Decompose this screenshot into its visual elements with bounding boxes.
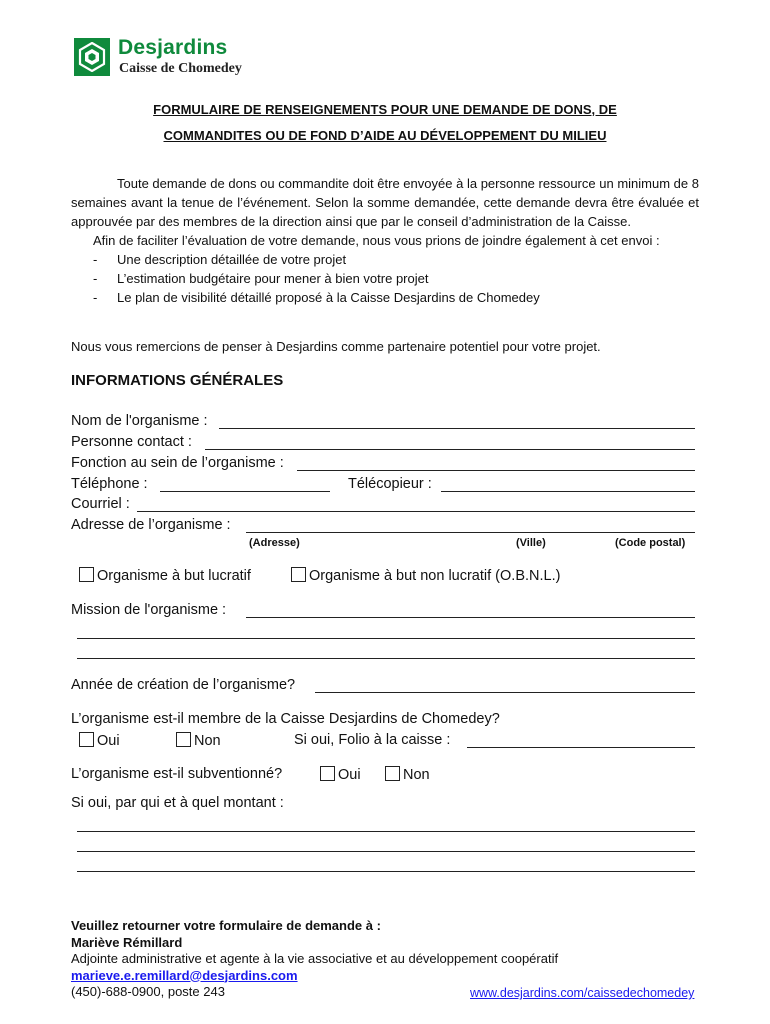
folio-field[interactable] [467,747,695,748]
section-title: INFORMATIONS GÉNÉRALES [71,372,284,389]
phone-field[interactable] [160,491,330,492]
nonprofit-checkbox[interactable] [291,567,306,582]
function-label: Fonction au sein de l’organisme : [71,455,284,471]
subsidized-yes-option[interactable] [320,766,361,783]
folio-label: Si oui, Folio à la caisse : [294,732,451,748]
return-instruction: Veuillez retourner votre formulaire de demande à : [71,918,381,933]
mission-field-line-3[interactable] [77,658,695,659]
no-label: Non [194,733,221,749]
yes-label: Oui [338,767,361,783]
fax-label: Télécopieur : [348,476,432,492]
address-field[interactable] [246,532,695,533]
contact-role: Adjointe administrative et agente à la vie associative et au développement coopératif [71,951,559,966]
mission-field-line-2[interactable] [77,638,695,639]
subsidized-no-option[interactable] [385,766,430,783]
function-field[interactable] [297,470,695,471]
intro-text [71,174,699,307]
org-name-label: Nom de l'organisme : [71,413,208,429]
desjardins-hexagon-icon [74,38,110,76]
form-title-line-1: FORMULAIRE DE RENSEIGNEMENTS POUR UNE DEMANDE DE DONS, DE [153,102,617,117]
profit-label: Organisme à but lucratif [97,568,251,584]
list-item: - L’estimation budgétaire pour mener à bien votre projet [71,269,699,288]
profit-checkbox[interactable] [79,567,94,582]
by-whom-field-line-2[interactable] [77,851,695,852]
member-yes-option[interactable] [79,732,120,749]
fax-field[interactable] [441,491,695,492]
requirements-list [71,250,699,307]
contact-phone: (450)-688-0900, poste 243 [71,984,225,999]
by-whom-label: Si oui, par qui et à quel montant : [71,795,284,811]
subsidized-question: L’organisme est-il subventionné? [71,766,283,782]
form-title-line-2: COMMANDITES OU DE FOND D’AIDE AU DÉVELOPPEMENT DU MILIEU [163,128,607,143]
address-label: Adresse de l’organisme : [71,517,231,533]
no-label: Non [403,767,430,783]
logo-subtitle: Caisse de Chomedey [119,61,242,76]
org-name-field[interactable] [219,428,695,429]
postal-sublabel: (Code postal) [615,537,686,549]
intro-paragraph-1: Toute demande de dons ou commandite doit être envoyée à la personne ressource un minimum de 8 semaines avant la tenue de l’événement. Selon la somme demandée, cette demande devra être évaluée et approuvée par des membres de la direction ainsi que par le conseil d’administration de la Caisse. [71,176,699,229]
city-sublabel: (Ville) [516,537,546,549]
phone-label: Téléphone : [71,476,148,492]
subsidized-yes-checkbox[interactable] [320,766,335,781]
year-label: Année de création de l’organisme? [71,677,296,693]
list-item: - Une description détaillée de votre projet [71,250,699,269]
member-no-option[interactable] [176,732,221,749]
member-question: L’organisme est-il membre de la Caisse Desjardins de Chomedey? [71,711,500,727]
thanks-text: Nous vous remercions de penser à Desjardins comme partenaire potentiel pour votre projet. [71,339,601,354]
profit-option[interactable] [79,567,251,584]
list-item: - Le plan de visibilité détaillé proposé à la Caisse Desjardins de Chomedey [71,288,699,307]
address-sublabel: (Adresse) [249,537,300,549]
nonprofit-label: Organisme à but non lucratif (O.B.N.L.) [309,568,561,584]
intro-paragraph-2: Afin de faciliter l’évaluation de votre demande, nous vous prions de joindre également à cet envoi : [93,233,660,248]
mission-label: Mission de l'organisme : [71,602,227,618]
email-field[interactable] [137,511,695,512]
desjardins-logo [74,38,274,82]
mission-field-line-1[interactable] [246,617,695,618]
by-whom-field-line-1[interactable] [77,831,695,832]
email-label: Courriel : [71,496,130,512]
subsidized-no-checkbox[interactable] [385,766,400,781]
yes-label: Oui [97,733,120,749]
nonprofit-option[interactable] [291,567,560,584]
contact-label: Personne contact : [71,434,192,450]
website-link[interactable]: www.desjardins.com/caissedechomedey [470,986,695,1000]
member-yes-checkbox[interactable] [79,732,94,747]
by-whom-field-line-3[interactable] [77,871,695,872]
year-field[interactable] [315,692,695,693]
member-no-checkbox[interactable] [176,732,191,747]
contact-field[interactable] [205,449,695,450]
contact-email-link[interactable]: marieve.e.remillard@desjardins.com [71,967,298,983]
logo-name: Desjardins [118,36,228,59]
contact-name: Mariève Rémillard [71,934,183,950]
